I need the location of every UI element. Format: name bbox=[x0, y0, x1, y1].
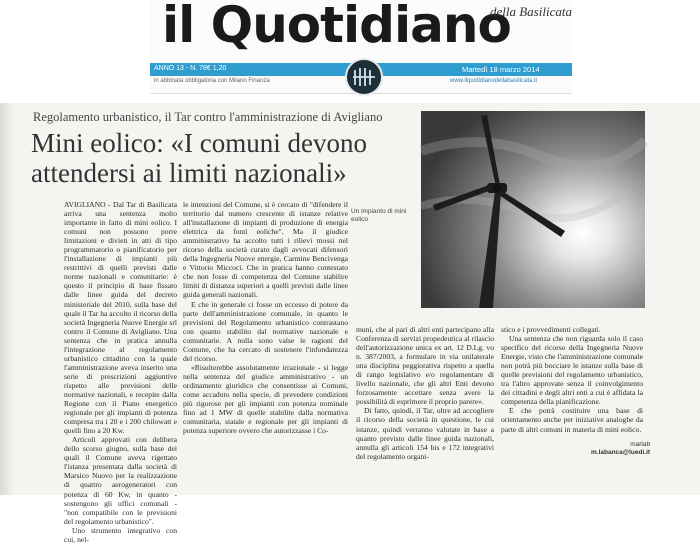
article-paragraph: Uno strumento integrativo con cui, nel- bbox=[64, 525, 177, 544]
masthead-subline: in abbinata obbligatoria con Milano Finanza bbox=[154, 78, 270, 84]
photo-caption: Un impianto di mini eolico bbox=[351, 208, 407, 223]
article-paragraph: le intenzioni del Comune, si è cercato di "difendere il territorio dal numero crescente di istanze relative all'installazione di impianti di produzione di energia elettrica da fonti eoliche". Ma il giudice amministrativo ha accolto tutti i rilievi mossi nel ricorso della società curato dagli avvocati difensori della Ingegneria Nuove energie, Carmine Bencivenga e Vittorio Miccoci. Che in pratica hanno contestato che non fosse di competenza del Comune stabilire limiti di distanza superiori a quelli previsti dalle linee guida generali nazionali. bbox=[183, 200, 348, 300]
article-paragraph: Di fatto, quindi, il Tar, oltre ad accogliere il ricorso della società in questione, le cui istanze, quindi verranno valutate in base a quanto previsto dalle linee guida nazionali, annulla gli articoli 154 bis e 172 integrativi del regolamento organi- bbox=[356, 406, 494, 461]
article-kicker: Regolamento urbanistico, il Tar contro l'amministrazione di Avigliano bbox=[33, 110, 383, 124]
article-paragraph: Articoli approvati con delibera dello scorso giugno, sulla base dei quali il Comune aveva rigettato l'istanza presentata dalla società di Marsico Nuovo per la realizzazione di quattro aerogeneratori con potenza di 60 Kw, in quanto - sostengono gli uffici comunali - "non compatibile con le previsioni del regolamento urbanistico". bbox=[64, 435, 177, 526]
paper-shadow bbox=[0, 103, 14, 495]
author-email: m.labanca@luedi.it bbox=[591, 449, 651, 456]
wind-turbine-photo bbox=[421, 111, 645, 308]
newspaper-region: della Basilicata bbox=[490, 4, 572, 19]
article-column-2 bbox=[183, 200, 348, 466]
article-column-4 bbox=[501, 325, 643, 443]
issue-date: Martedì 18 marzo 2014 bbox=[462, 65, 540, 74]
newspaper-title: il Quotidiano bbox=[162, 0, 511, 54]
article-paragraph: muni, che al pari di altri enti partecipano alla Conferenza di servizi propedeutica al rilascio dell'autorizzazione unica ex art. 12 D.Lg. vo n. 387/2003, a formulare in via unilaterale una disciplina peggiorativa rispetto a quella di rango legislativo e/o regolamentare di livello nazionale, che gli altri Enti devono forzosamente accettare senza avere la possibilità di esprimere il proprio parere». bbox=[356, 325, 494, 407]
article-paragraph: Una sentenza che non riguarda solo il caso specifico del ricorso della Ingegneria Nuove Energie, visto che l'amministrazione comunale non potrà più bocciare le istanze sulla base di quelle previsioni del regolamento urbanistico, tra l'altro approvate senza il coinvolgimento dei cittadini e degli altri enti a cui è affidata la competenza della pianificazione. bbox=[501, 334, 643, 407]
article-paragraph: «Risulterebbe assolutamente irrazionale - si legge nella sentenza del giudice amministrativo - un ordinamento giuridico che consentisse ai Comuni, come accaduto nella specie, di prevedere condizioni più rigorose per gli impianti con potenza nominale fino ad 1 MW di quelle stabilite dalla normativa comunitaria, statale e regionale per gli impianti di potenza superiore ovvero che autorizzasse i Co- bbox=[183, 362, 348, 436]
article-column-3 bbox=[356, 325, 494, 465]
newspaper-masthead bbox=[150, 0, 572, 94]
article-paragraph: stico e i provvedimenti collegati. bbox=[501, 325, 601, 334]
newspaper-url: www.ilquotidianodellabasilicata.it bbox=[450, 78, 538, 84]
article-paragraph: E che potrà costituire una base di orientamento anche per iniziative analoghe da parte di altri comuni in materia di mini eolico. bbox=[501, 406, 643, 434]
article-headline: Mini eolico: «I comuni devono attendersi ai limiti nazionali» bbox=[31, 128, 367, 188]
article-column-1 bbox=[64, 200, 177, 544]
article-paragraph: E che in generale ci fosse un eccesso di potere da parte dell'amministrazione comunale, in quanto le previsioni del Regolamento urbanistico contrastano con quanto stabilito dal normative nazionale e comunitarie. A nulla sono valse le ragioni del Comune, che ha cercato di sostenere l'infondatezza del ricorso. bbox=[183, 299, 348, 363]
author-name: marlab bbox=[630, 441, 651, 448]
author-signature bbox=[591, 441, 650, 457]
newspaper-logo-icon bbox=[345, 58, 383, 96]
issue-number: ANNO 13 - N. 78€ 1,20 bbox=[154, 65, 227, 72]
article-paragraph: AVIGLIANO - Dal Tar di Basilicata arriva una sentenza molto importante in fatto di mini eolico. I comuni non possono porre limitazioni e divieti in atti di tipo programmatorio o pianificatorio per l'installazione di impianti più restrittivi di quelli previsti dalle norme nazionali e comunitarie: è questo il principio di base fissato dalle linee guida del decreto ministeriale del 2010, sulla base del quale il Tar ha accolto il ricorso della società Ingegneria Nuove Energie srl contro il Comune di Avigliano. Una sentenza che in pratica annulla l'integrazione al regolamento urbanistico cittadino con la quale l'amministrazione aveva inserito una serie di prescrizioni aggiuntive rispetto alle previsioni delle normative nazionali, e recepite dalla Regione con il Piano energetico regionale per gli impianti di potenza compresa tra i 20 e i 200 chilowatt e quelli fino a 20 Kw. bbox=[64, 200, 177, 436]
